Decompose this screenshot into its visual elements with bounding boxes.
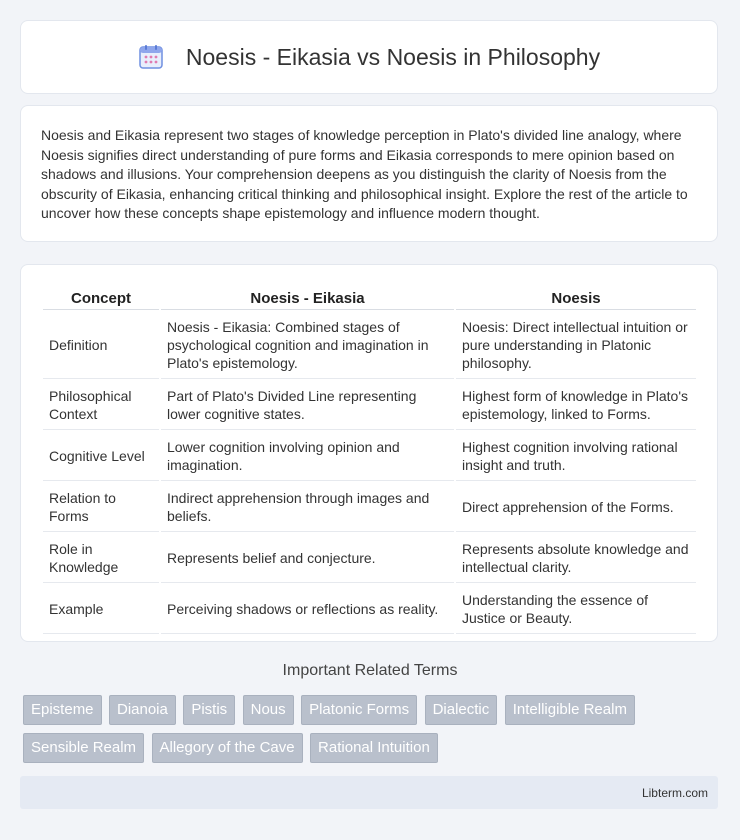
calendar-icon [138, 44, 164, 70]
table-cell: Highest cognition involving rational insight and truth. [456, 432, 696, 481]
column-header: Noesis [456, 287, 696, 310]
table-cell: Part of Plato's Divided Line representing lower cognitive states. [161, 381, 454, 430]
related-term-tag[interactable]: Rational Intuition [310, 733, 438, 763]
related-term-tag[interactable]: Nous [243, 695, 294, 725]
table-cell: Lower cognition involving opinion and imagination. [161, 432, 454, 481]
related-term-tag[interactable]: Pistis [183, 695, 235, 725]
intro-text: Noesis and Eikasia represent two stages of knowledge perception in Plato's divided line analogy, where Noesis signifies direct understanding of pure forms and Eikasia corresponds to mere opinion based on shadows and illusions. Your comprehension deepens as you distinguish the clarity of Noesis from the obscurity of Eikasia, enhancing critical thinking and philosophical insight. Explore the rest of the article to uncover how these concepts shape epistemology and influence modern thought. [41, 127, 688, 222]
related-terms-list [23, 695, 723, 771]
related-term-tag[interactable]: Platonic Forms [301, 695, 417, 725]
table-cell: Role in Knowledge [43, 534, 159, 583]
related-term-tag[interactable]: Dialectic [425, 695, 498, 725]
table-cell: Direct apprehension of the Forms. [456, 483, 696, 532]
intro-card [20, 105, 718, 242]
related-term-tag[interactable]: Dianoia [109, 695, 176, 725]
table-row [43, 381, 696, 430]
table-header-row [43, 287, 696, 310]
page-title: Noesis - Eikasia vs Noesis in Philosophy [185, 43, 601, 70]
column-header: Noesis - Eikasia [161, 287, 454, 310]
comparison-table [41, 285, 698, 636]
table-cell: Represents belief and conjecture. [161, 534, 454, 583]
table-cell: Understanding the essence of Justice or Beauty. [456, 585, 696, 634]
table-cell: Represents absolute knowledge and intellectual clarity. [456, 534, 696, 583]
table-cell: Noesis: Direct intellectual intuition or pure understanding in Platonic philosophy. [456, 312, 696, 379]
related-terms-title: Important Related Terms [282, 662, 458, 679]
table-row [43, 432, 696, 481]
table-cell: Definition [43, 312, 159, 379]
table-cell: Cognitive Level [43, 432, 159, 481]
table-cell: Example [43, 585, 159, 634]
table-cell: Philosophical Context [43, 381, 159, 430]
table-row [43, 585, 696, 634]
comparison-table-card [20, 264, 718, 642]
related-term-tag[interactable]: Allegory of the Cave [152, 733, 303, 763]
table-row [43, 312, 696, 379]
related-term-tag[interactable]: Sensible Realm [23, 733, 144, 763]
table-cell: Perceiving shadows or reflections as reality. [161, 585, 454, 634]
header-card [20, 20, 718, 94]
table-cell: Noesis - Eikasia: Combined stages of psychological cognition and imagination in Plato's epistemology. [161, 312, 454, 379]
table-cell: Relation to Forms [43, 483, 159, 532]
footer-site-link[interactable]: Libterm.com [641, 785, 708, 800]
table-cell: Highest form of knowledge in Plato's epistemology, linked to Forms. [456, 381, 696, 430]
table-cell: Indirect apprehension through images and beliefs. [161, 483, 454, 532]
related-term-tag[interactable]: Episteme [23, 695, 102, 725]
column-header: Concept [43, 287, 159, 310]
table-row [43, 483, 696, 532]
table-row [43, 534, 696, 583]
footer [20, 776, 718, 809]
related-term-tag[interactable]: Intelligible Realm [505, 695, 635, 725]
